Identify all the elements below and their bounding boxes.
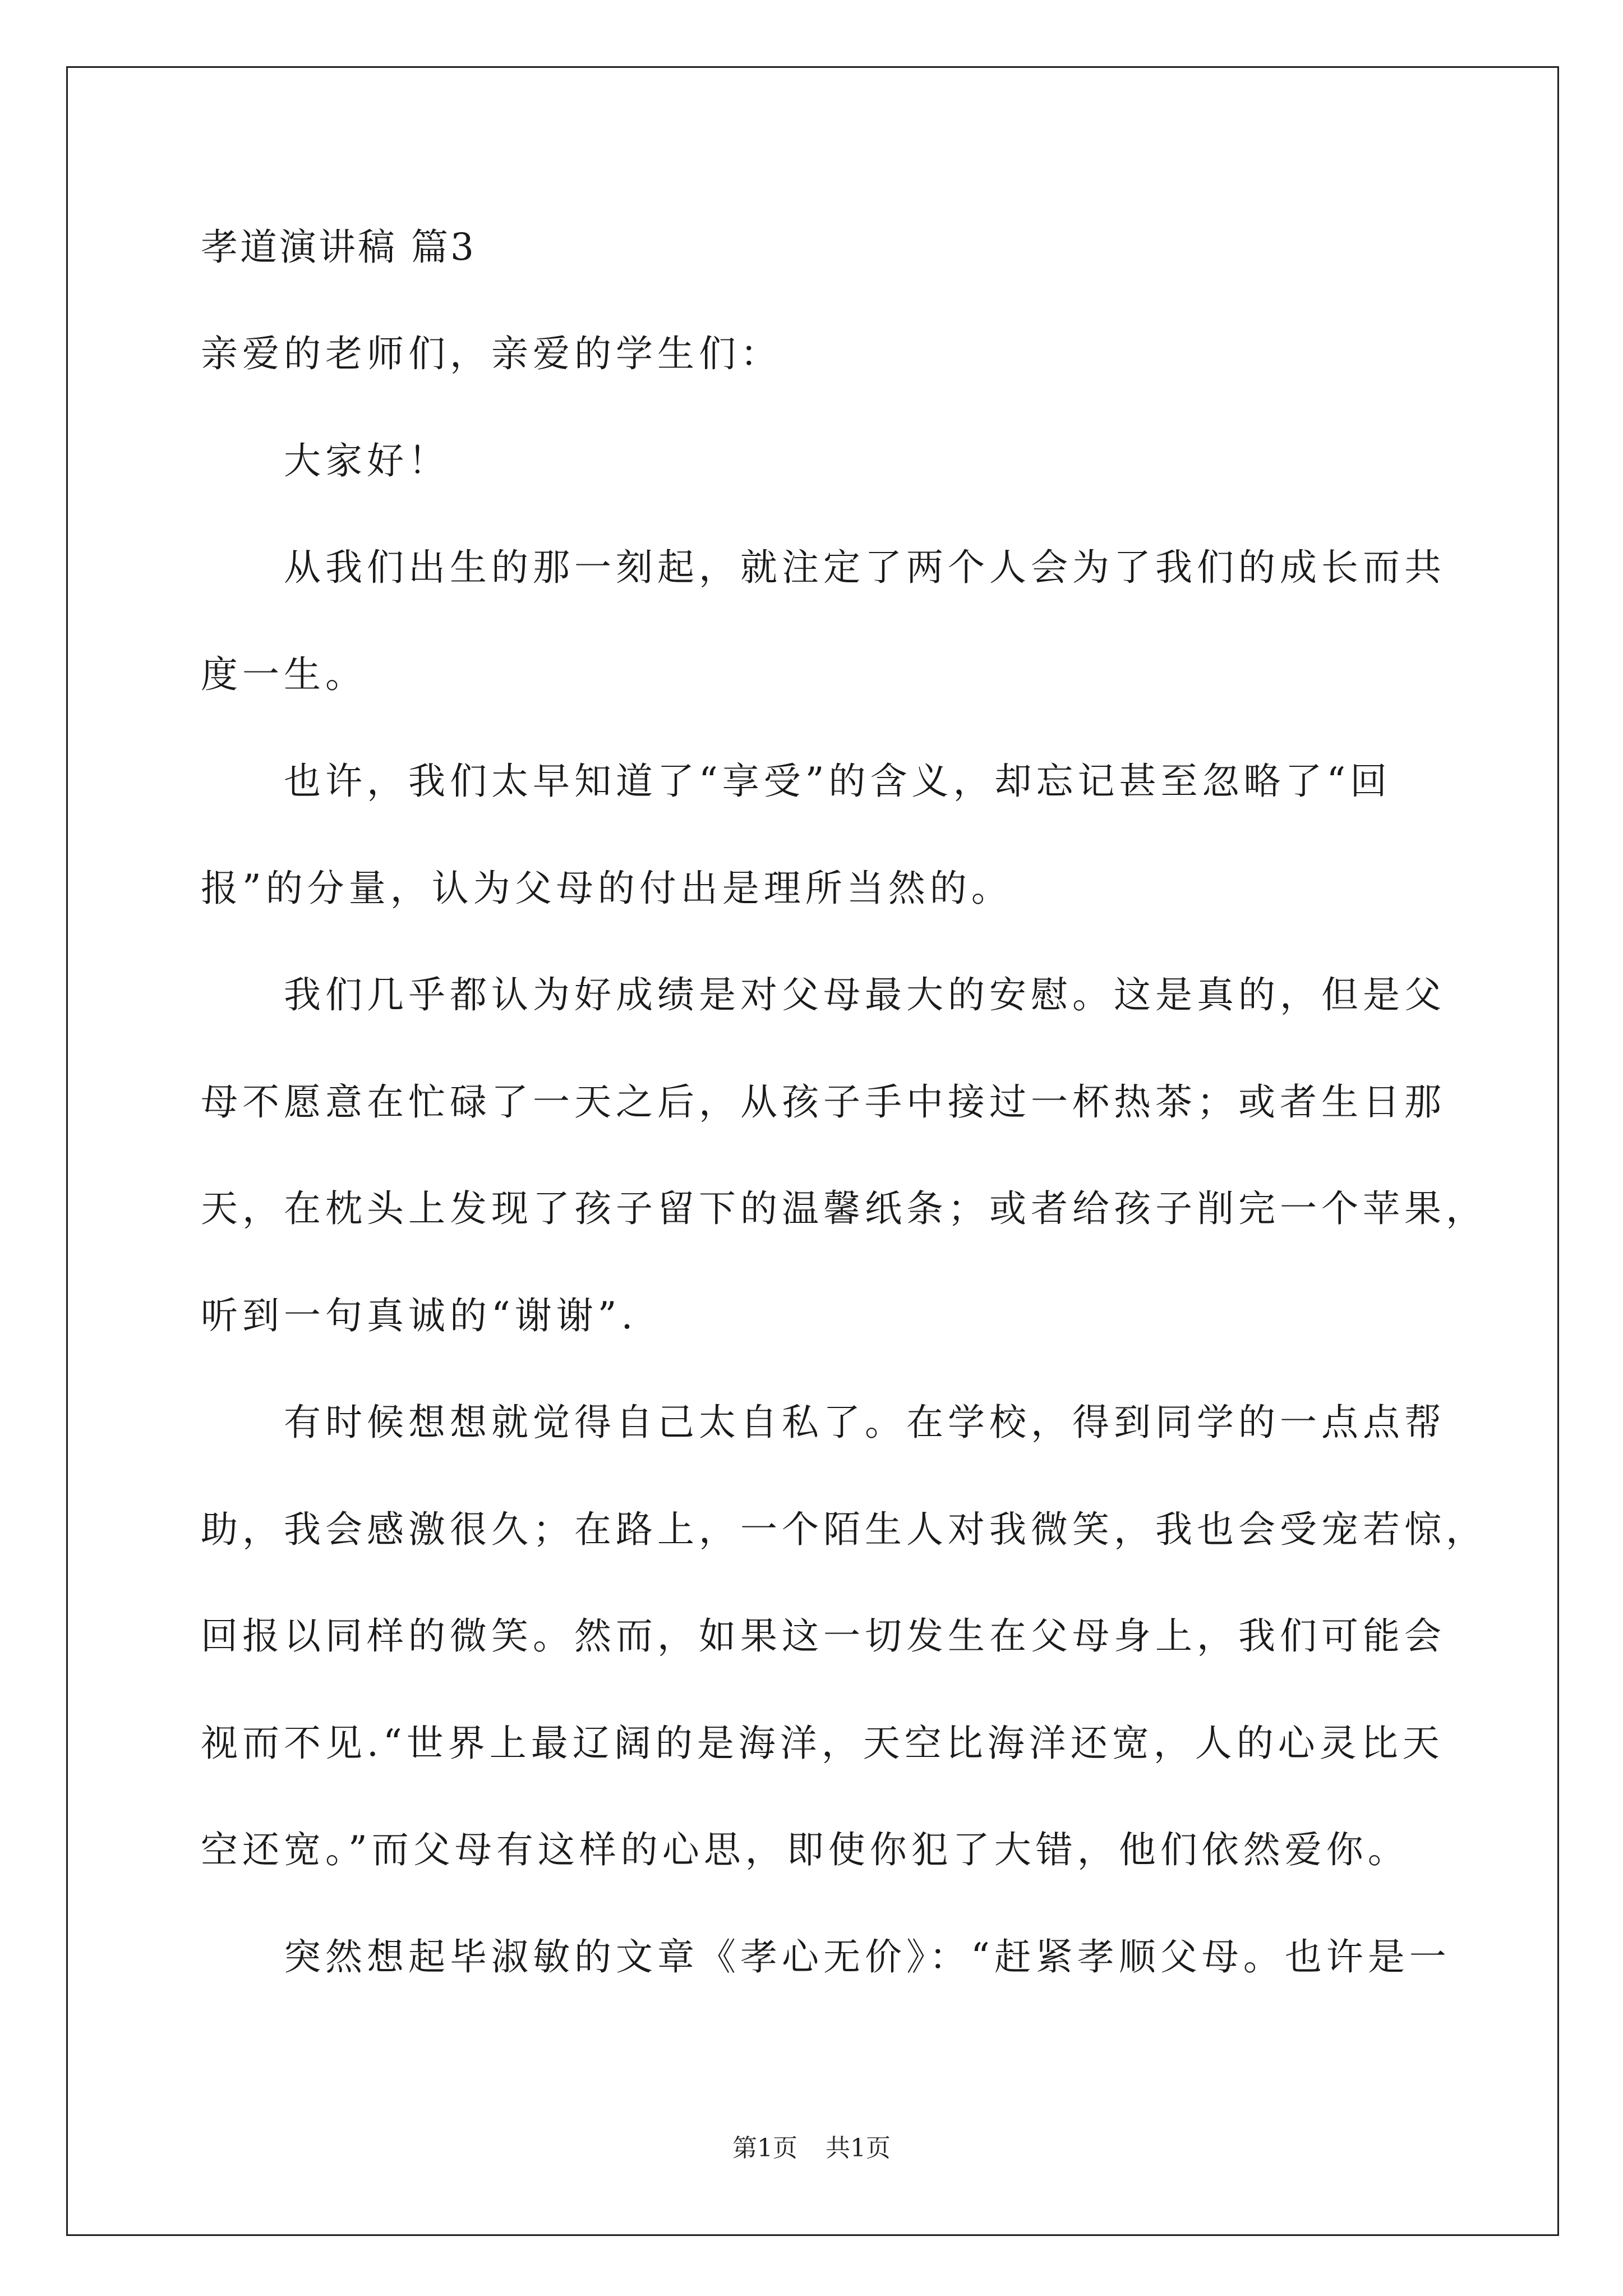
paragraph-line: 助，我会感激很久；在路上，一个陌生人对我微笑，我也会受宠若惊， (201, 1508, 1487, 1551)
paragraph-line: 天，在枕头上发现了孩子留下的温馨纸条；或者给孩子削完一个苹果， (201, 1187, 1487, 1230)
paragraph-line: 听到一句真诚的“谢谢”. (201, 1294, 638, 1337)
paragraph-line: 突然想起毕淑敏的文章《孝心无价》：“赶紧孝顺父母。也许是一 (284, 1935, 1451, 1978)
page-number-current: 第1页 (732, 2134, 797, 2162)
salutation: 亲爱的老师们，亲爱的学生们： (201, 332, 782, 375)
paragraph-line: 从我们出生的那一刻起，就注定了两个人会为了我们的成长而共 (284, 546, 1446, 589)
paragraph-line: 度一生。 (201, 653, 367, 696)
paragraph-line: 有时候想想就觉得自己太自私了。在学校，得到同学的一点点帮 (284, 1401, 1446, 1444)
paragraph-line: 报”的分量，认为父母的付出是理所当然的。 (201, 867, 1013, 910)
page-number-total: 共1页 (826, 2134, 891, 2162)
greeting: 大家好！ (284, 439, 450, 482)
paragraph-line: 回报以同样的微笑。然而，如果这一切发生在父母身上，我们可能会 (201, 1614, 1446, 1658)
paragraph-line: 母不愿意在忙碌了一天之后，从孩子手中接过一杯热茶；或者生日那 (201, 1080, 1446, 1124)
paragraph-line: 空还宽。”而父母有这样的心思，即使你犯了大错，他们依然爱你。 (201, 1828, 1409, 1871)
paragraph-line: 也许，我们太早知道了“享受”的含义，却忘记甚至忽略了“回 (284, 760, 1392, 803)
paragraph-line: 视而不见.“世界上最辽阔的是海洋，天空比海洋还宽，人的心灵比天 (201, 1722, 1444, 1765)
page-border (66, 66, 1559, 2236)
paragraph-line: 我们几乎都认为好成绩是对父母最大的安慰。这是真的，但是父 (284, 973, 1446, 1016)
document-title: 孝道演讲稿 篇3 (201, 226, 476, 269)
page-footer (0, 2136, 1623, 2161)
